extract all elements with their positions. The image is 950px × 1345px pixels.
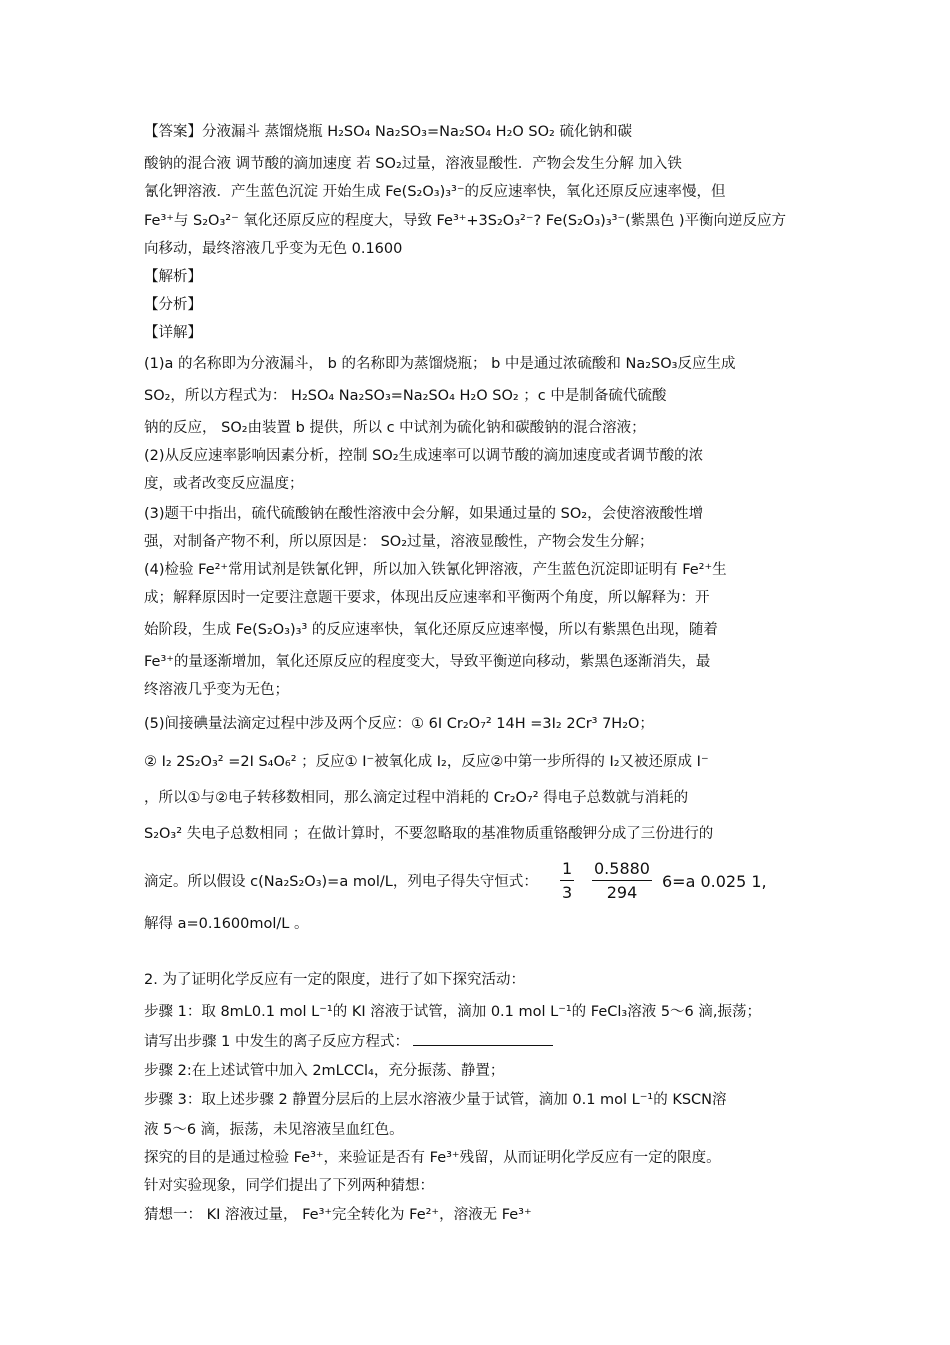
question-2-purpose: 探究的目的是通过检验 Fe³⁺，来验证是否有 Fe³⁺残留，从而证明化学反应有一定的限度。: [144, 1150, 721, 1166]
detail-line-3: 钠的反应， SO₂由装置 b 提供，所以 c 中试剂为硫化钠和碳酸钠的混合溶液；: [144, 420, 646, 436]
answer-blank: [413, 1031, 553, 1046]
detail-line-6: (3)题干中指出，硫代硫酸钠在酸性溶液中会分解，如果通过量的 SO₂，会使溶液酸性增: [144, 506, 704, 522]
section-analysis-heading: 【解析】: [144, 269, 202, 285]
detail-line-14: ② I₂ 2S₂O₃² =2I S₄O₆² ；反应① I⁻被氧化成 I₂，反应②中第一步所得的 I₂又被还原成 I⁻: [144, 754, 709, 770]
fraction-denominator: 3: [562, 883, 573, 902]
question-2-hypothesis-1: 猜想一： KI 溶液过量， Fe³⁺完全转化为 Fe²⁺，溶液无 Fe³⁺: [144, 1207, 532, 1223]
question-2-prompt: [144, 1031, 553, 1052]
detail-line-4: (2)从反应速率影响因素分析，控制 SO₂生成速率可以调节酸的滴加速度或者调节酸的浓: [144, 448, 704, 464]
question-2-step-3: 步骤 3：取上述步骤 2 静置分层后的上层水溶液少量于试管，滴加 0.1 mol L⁻¹的 KSCN溶: [144, 1092, 727, 1108]
detail-line-7: 强，对制备产物不利，所以原因是： SO₂过量，溶液显酸性，产物会发生分解；: [144, 534, 654, 550]
question-2-step-2: 步骤 2:在上述试管中加入 2mLCCl₄，充分振荡、静置；: [144, 1063, 505, 1079]
section-fenxi-heading: 【分析】: [144, 297, 202, 313]
answer-line-2: 酸钠的混合液 调节酸的滴加速度 若 SO₂过量，溶液显酸性．产物会发生分解 加入铁: [144, 156, 682, 172]
detail-line-11: Fe³⁺的量逐渐增加，氧化还原反应的程度变大，导致平衡逆向移动，紫黑色逐渐消失，最: [144, 654, 711, 670]
answer-line-4: Fe³⁺与 S₂O₃²⁻ 氧化还原反应的程度大，导致 Fe³⁺+3S₂O₃²⁻? Fe(S₂O₃)₃³⁻(紫黑色 )平衡向逆反应方: [144, 213, 787, 229]
fraction-mass-ratio: [592, 858, 652, 905]
detail-result-line: 解得 a=0.1600mol/L 。: [144, 916, 309, 932]
fraction-numerator: 1: [560, 858, 574, 881]
equation-rest: 6=a 0.025 1,: [662, 872, 767, 891]
detail-line-8: (4)检验 Fe²⁺常用试剂是铁氰化钾，所以加入铁氰化钾溶液，产生蓝色沉淀即证明有 Fe²⁺生: [144, 562, 727, 578]
question-2-prompt-text: 请写出步骤 1 中发生的离子反应方程式：: [144, 1034, 409, 1050]
detail-line-15: ，所以①与②电子转移数相同，那么滴定过程中消耗的 Cr₂O₇² 得电子总数就与消耗的: [144, 790, 689, 806]
detail-line-1: (1)a 的名称即为分液漏斗， b 的名称即为蒸馏烧瓶； b 中是通过浓硫酸和 Na₂SO₃反应生成: [144, 356, 736, 372]
question-2-title: 2. 为了证明化学反应有一定的限度，进行了如下探究活动：: [144, 972, 525, 988]
question-2-step-3-cont: 液 5～6 滴，振荡，未见溶液呈血红色。: [144, 1122, 404, 1138]
detail-line-12: 终溶液几乎变为无色；: [144, 682, 289, 698]
answer-line-1: 【答案】分液漏斗 蒸馏烧瓶 H₂SO₄ Na₂SO₃=Na₂SO₄ H₂O SO₂ 硫化钠和碳: [144, 124, 632, 140]
detail-line-5: 度，或者改变反应温度；: [144, 476, 304, 492]
detail-line-10: 始阶段，生成 Fe(S₂O₃)₃³ 的反应速率快，氧化还原反应速率慢，所以有紫黑色出现，随着: [144, 622, 718, 638]
fraction-one-third: [560, 858, 574, 905]
question-2-hypotheses-intro: 针对实验现象，同学们提出了下列两种猜想：: [144, 1178, 434, 1194]
answer-line-3: 氰化钾溶液．产生蓝色沉淀 开始生成 Fe(S₂O₃)₃³⁻的反应速率快，氧化还原反应速率慢，但: [144, 184, 726, 200]
detail-line-2: SO₂，所以方程式为： H₂SO₄ Na₂SO₃=Na₂SO₄ H₂O SO₂ ；c 中是制备硫代硫酸: [144, 388, 667, 404]
detail-line-16: S₂O₃² 失电子总数相同 ；在做计算时，不要忽略取的基准物质重铬酸钾分成了三份进行的: [144, 826, 714, 842]
question-2-step-1: 步骤 1：取 8mL0.1 mol L⁻¹的 KI 溶液于试管，滴加 0.1 mol L⁻¹的 FeCl₃溶液 5～6 滴,振荡；: [144, 1004, 761, 1020]
fraction-denominator: 294: [606, 883, 638, 902]
section-detail-heading: 【详解】: [144, 325, 202, 341]
fraction-numerator: 0.5880: [592, 858, 652, 881]
detail-line-17: 滴定。所以假设 c(Na₂S₂O₃)=a mol/L，列电子得失守恒式：: [144, 874, 538, 890]
detail-line-9: 成；解释原因时一定要注意题干要求，体现出反应速率和平衡两个角度，所以解释为：开: [144, 590, 710, 606]
answer-line-5: 向移动，最终溶液几乎变为无色 0.1600: [144, 241, 403, 257]
detail-line-13: (5)间接碘量法滴定过程中涉及两个反应：① 6I Cr₂O₇² 14H =3I₂ 2Cr³ 7H₂O；: [144, 716, 654, 732]
